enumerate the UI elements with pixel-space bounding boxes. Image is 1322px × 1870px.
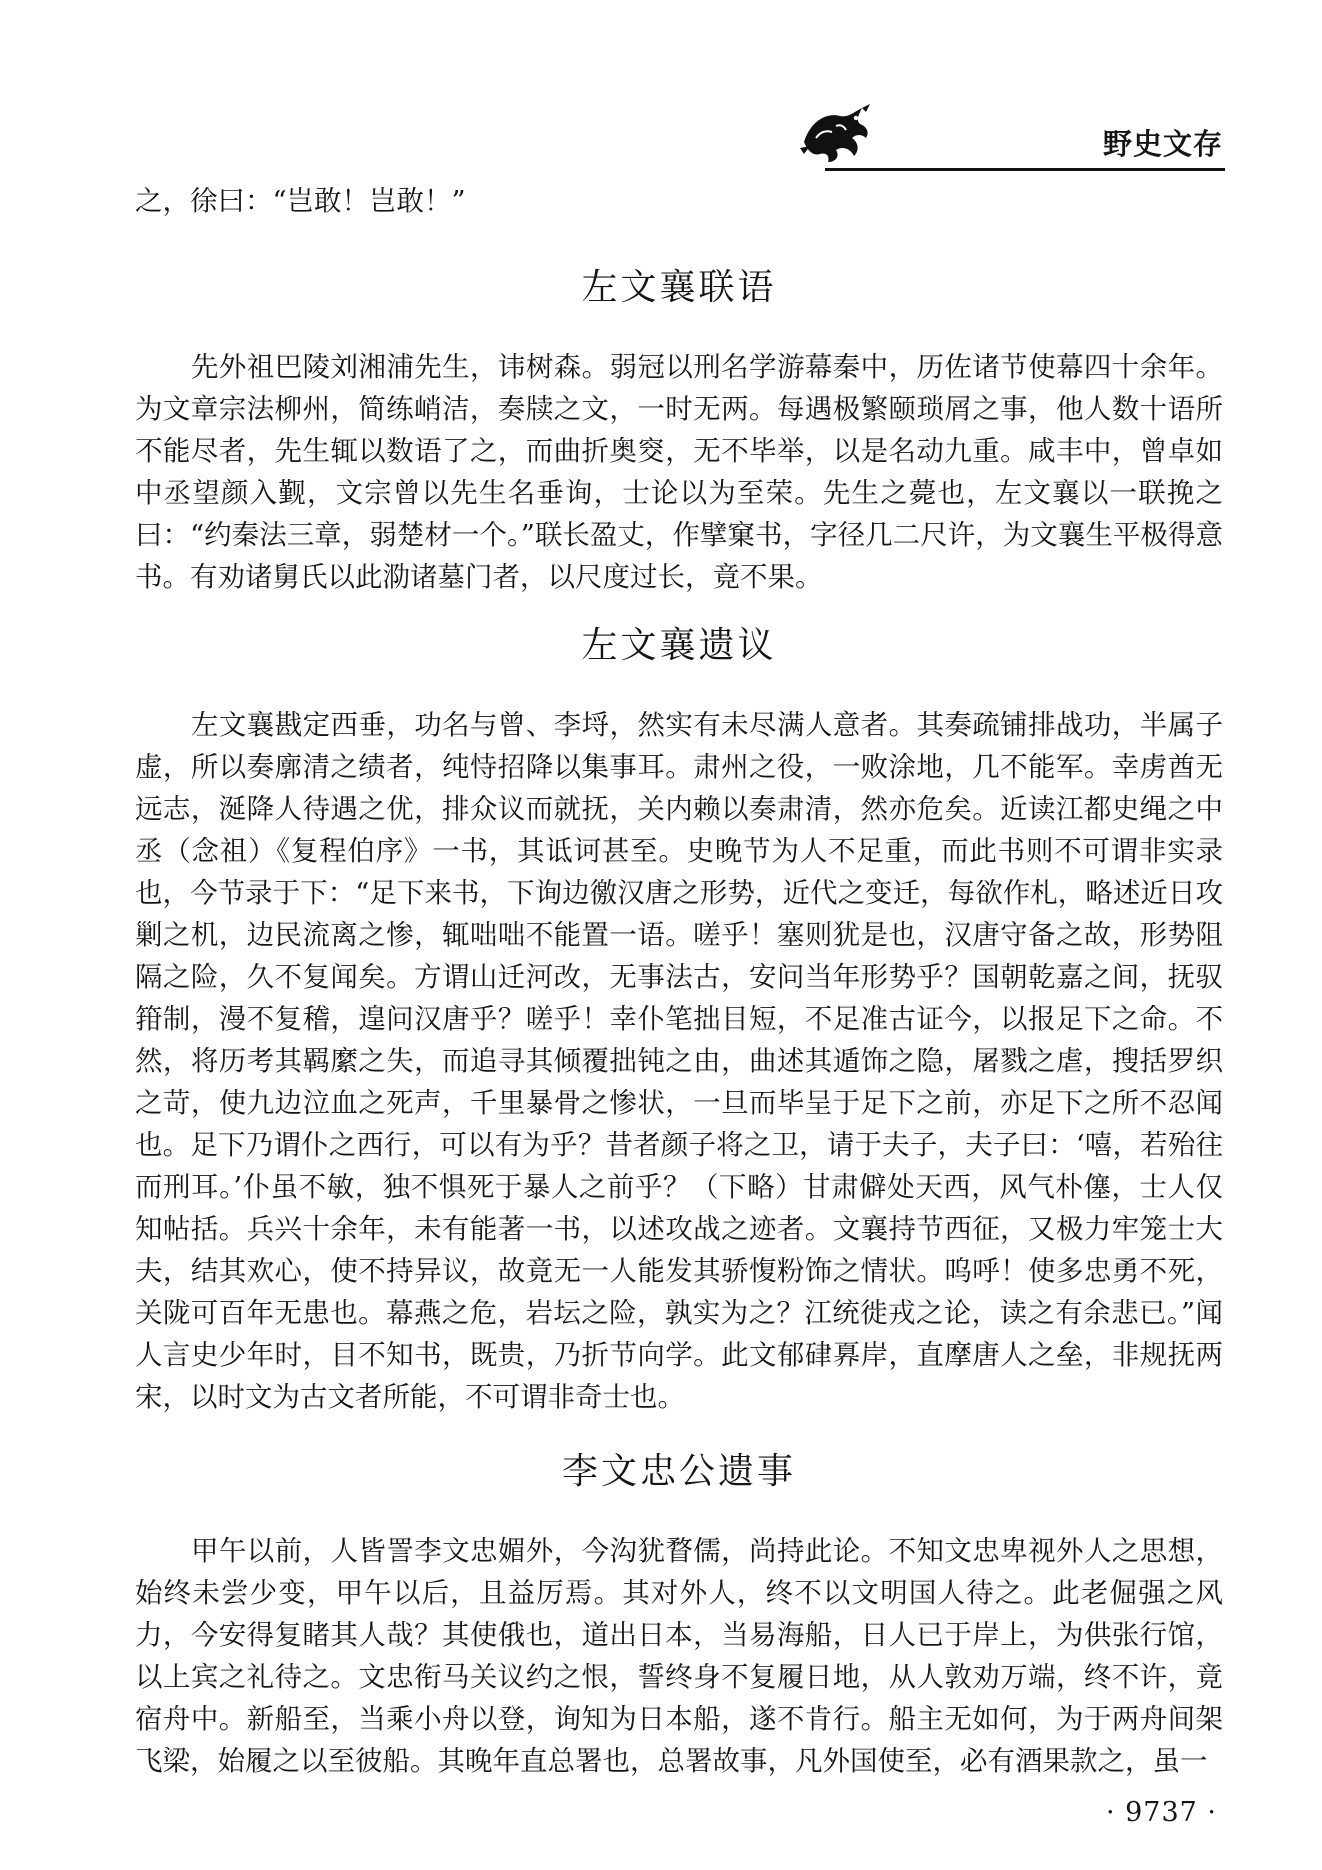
section-3-paragraph: 甲午以前，人皆詈李文忠媚外，今沟犹瞀儒，尚持此论。不知文忠卑视外人之思想，始终未尝少变，甲午以后，且益厉焉。其对外人，终不以文明国人待之。此老倔强之风力，今安得复睹其人哉？其使俄也，道出日本，当易海船，日人已于岸上，为供张行馆，以上宾之礼待之。文忠衔马关议约之恨，誓终身不复履日地，从人敦劝万端，终不许，竟宿舟中。新船至，当乘小舟以登，询知为日本船，遂不肯行。船主无如何，为于两舟间架飞梁，始履之以至彼船。其晚年直总署也，总署故事，凡外国使至，必有酒果款之，虽一 xyxy=(135,1535,1223,1777)
section-title-3: 李文忠公遗事 xyxy=(561,1451,796,1492)
page-number: · 9737 · xyxy=(1105,1797,1217,1828)
section-1-paragraph: 先外祖巴陵刘湘浦先生，讳树森。弱冠以刑名学游幕秦中，历佐诸节使幕四十余年。为文章宗法柳州，简练峭洁，奏牍之文，一时无两。每遇极繁颐琐屑之事，他人数十语所不能尽者，先生辄以数语了之，而曲折奥窔，无不毕举，以是名动九重。咸丰中，曾卓如中丞望颜入觐，文宗曾以先生名垂询，士论以为至荣。先生之薨也，左文襄以一联挽之曰：“约秦法三章，弱楚材一个。”联长盈丈，作擘窠书，字径几二尺许，为文襄生平极得意书。有劝诸舅氏以此泐诸墓门者，以尺度过长，竟不果。 xyxy=(135,351,1223,593)
series-title: 野史文存 xyxy=(1102,127,1223,161)
dragon-emblem-icon xyxy=(796,102,874,166)
running-header xyxy=(790,100,1225,172)
section-title-1: 左文襄联语 xyxy=(581,267,777,308)
section-title-2: 左文襄遗议 xyxy=(581,625,777,666)
dragon-emblem-graphic xyxy=(796,102,874,166)
header-rule xyxy=(825,168,1225,171)
main-text xyxy=(135,180,1223,1782)
section-2-paragraph: 左文襄戡定西垂，功名与曾、李埒，然实有未尽满人意者。其奏疏铺排战功，半属子虚，所以奏廓清之绩者，纯恃招降以集事耳。肃州之役，一败涂地，几不能军。幸虏酋无远志，涎降人待遇之优，排众议而就抚，关内赖以奏肃清，然亦危矣。近读江都史绳之中丞（念祖）《复程伯序》一书，其诋诃甚至。史晚节为人不足重，而此书则不可谓非实录也，今节录于下：“足下来书，下询边徼汉唐之形势，近代之变迁，每欲作札，略述近日攻剿之机，边民流离之惨，辄咄咄不能置一语。嗟乎！塞则犹是也，汉唐守备之故，形势阻隔之险，久不复闻矣。方谓山迁河改，无事法古，安问当年形势乎？国朝乾嘉之间，抚驭箝制，漫不复稽，遑问汉唐乎？嗟乎！幸仆笔拙目短，不足准古证今，以报足下之命。不然，将历考其羁縻之失，而追寻其倾覆拙钝之由，曲述其遁饰之隐，屠戮之虐，搜括罗织之苛，使九边泣血之死声，千里暴骨之惨状，一旦而毕呈于足下之前，亦足下之所不忍闻也。足下乃谓仆之西行，可以有为乎？昔者颜子将之卫，请于夫子，夫子曰：‘嘻，若殆往而刑耳。’仆虽不敏，独不惧死于暴人之前乎？（下略）甘肃僻处天西，风气朴僿，士人仅知帖括。兵兴十余年，未有能著一书，以述攻战之迹者。文襄持节西征，又极力牢笼士大夫，结其欢心，使不持异议，故竟无一人能发其骄愎粉饰之情状。呜呼！使多忠勇不死，关陇可百年无患也。幕燕之危，岩坛之险，孰实为之？江统徙戎之论，读之有余悲已。”闻人言史少年时，目不知书，既贵，乃折节向学。此文郁硉奡岸，直摩唐人之垒，非规抚两宋，以时文为古文者所能，不可谓非奇士也。 xyxy=(135,709,1223,1413)
intro-line: 之，徐曰：“岂敢！岂敢！” xyxy=(135,185,466,217)
